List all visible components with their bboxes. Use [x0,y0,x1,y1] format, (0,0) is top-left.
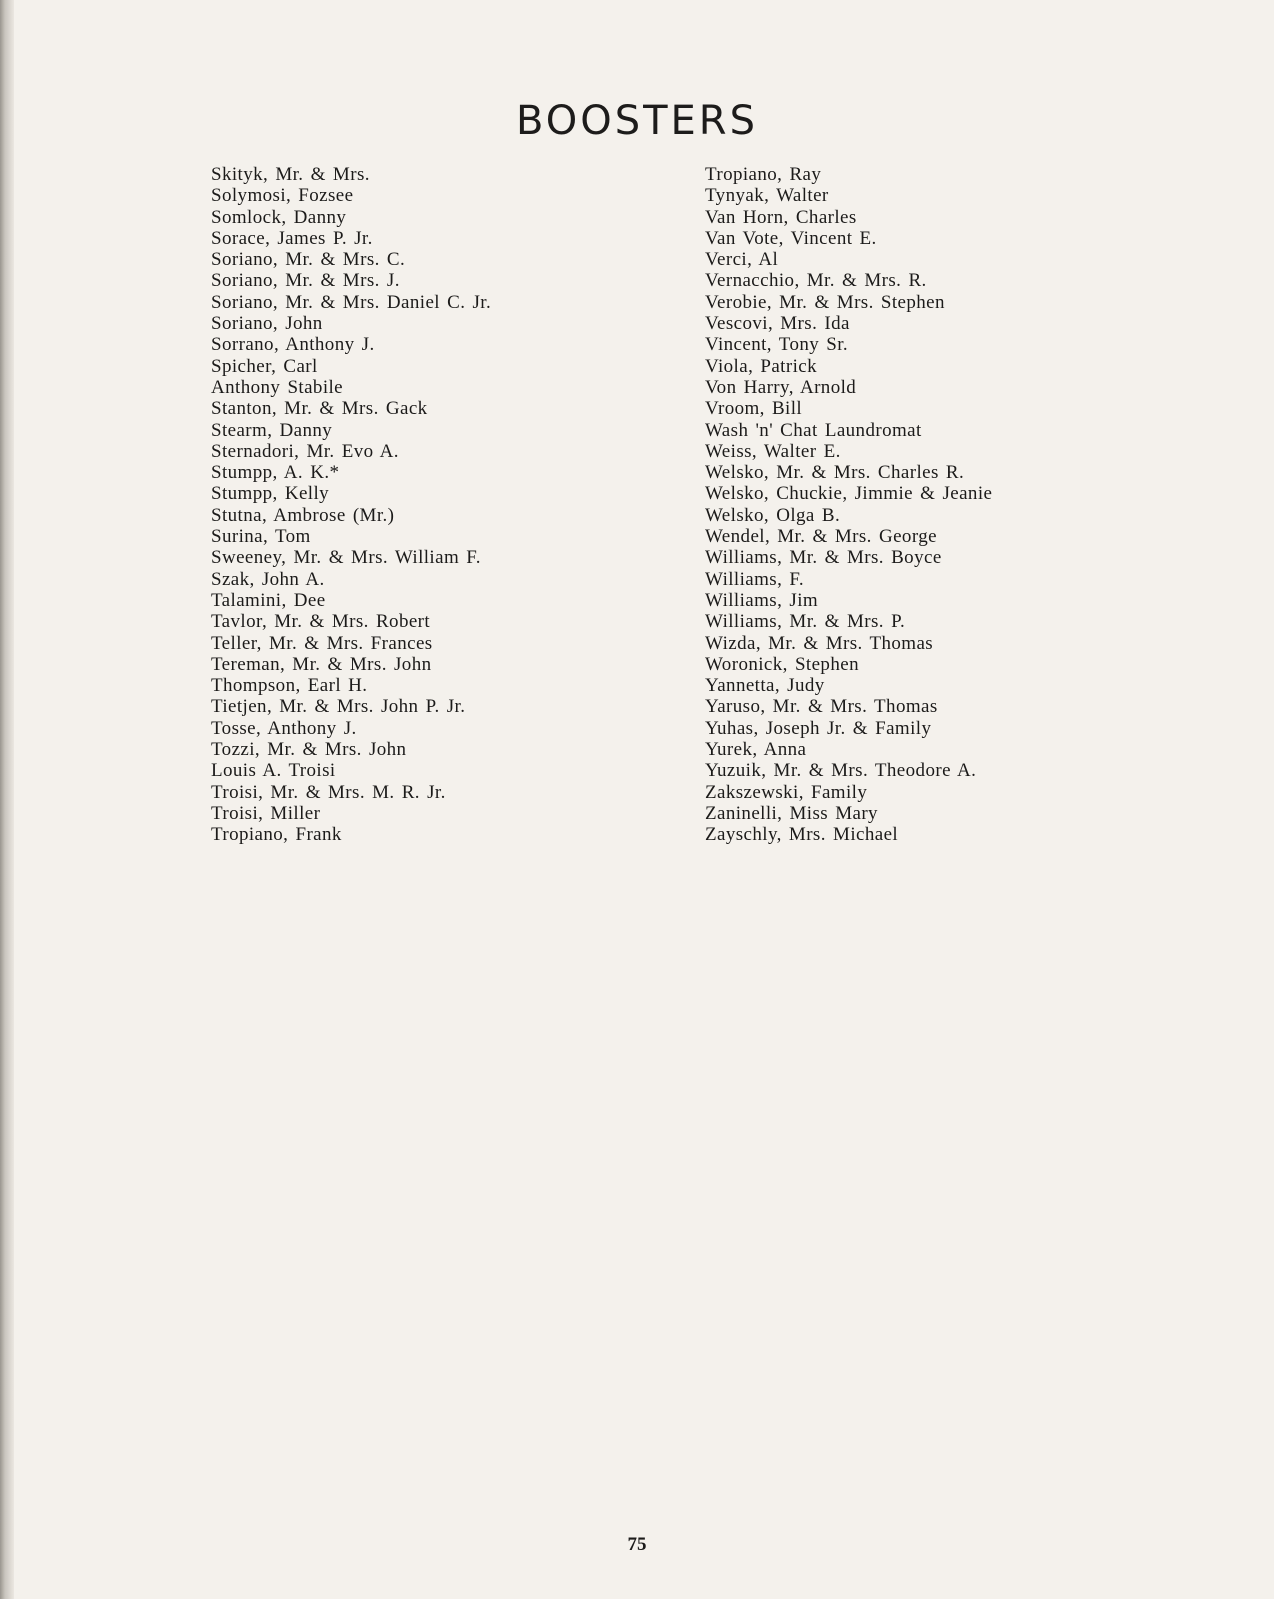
list-item: Skityk, Mr. & Mrs. [211,164,370,185]
list-item: Soriano, Mr. & Mrs. Daniel C. Jr. [211,291,492,313]
list-item: Zayschly, Mrs. Michael [705,824,899,846]
list-item: Verci, Al [705,249,779,271]
list-item: Weiss, Walter E. [705,440,841,462]
list-item: Von Harry, Arnold [705,376,857,398]
list-item: Vescovi, Mrs. Ida [705,313,850,335]
list-item: Van Vote, Vincent E. [705,227,877,249]
list-item: Vincent, Tony Sr. [705,334,849,356]
list-item: Van Horn, Charles [705,206,857,228]
list-item: Sternadori, Mr. Evo A. [211,440,399,462]
list-item: Louis A. Troisi [211,760,336,782]
list-item: Tereman, Mr. & Mrs. John [211,653,432,675]
list-item: Tynyak, Walter [705,185,829,207]
list-item: Welsko, Olga B. [705,504,841,526]
list-item: Welsko, Chuckie, Jimmie & Jeanie [705,483,993,505]
list-item: Williams, Jim [705,589,819,611]
list-item: Zaninelli, Miss Mary [705,802,878,824]
list-item: Viola, Patrick [705,355,817,377]
list-item: Troisi, Miller [211,802,321,824]
list-item: Wash 'n' Chat Laundromat [705,419,922,441]
list-item: Tavlor, Mr. & Mrs. Robert [211,611,431,633]
list-item: Vernacchio, Mr. & Mrs. R. [705,270,927,292]
list-item: Anthony Stabile [211,376,344,398]
list-item: Yuzuik, Mr. & Mrs. Theodore A. [705,760,977,782]
list-item: Welsko, Mr. & Mrs. Charles R. [705,462,965,484]
list-item: Williams, Mr. & Mrs. P. [705,611,906,633]
list-item: Spicher, Carl [211,355,318,377]
list-item: Soriano, John [211,313,323,335]
list-item: Stanton, Mr. & Mrs. Gack [211,398,428,420]
page-title: BOOSTERS [516,98,758,144]
list-item: Stumpp, Kelly [211,483,330,505]
list-item: Williams, F. [705,568,804,590]
list-item: Zakszewski, Family [705,781,868,803]
list-item: Sorrano, Anthony J. [211,334,375,356]
list-item: Wizda, Mr. & Mrs. Thomas [705,632,934,654]
list-item: Stutna, Ambrose (Mr.) [211,504,395,526]
list-item: Sorace, James P. Jr. [211,227,373,249]
list-item: Tozzi, Mr. & Mrs. John [211,739,407,761]
list-item: Woronick, Stephen [705,653,859,675]
list-item: Yannetta, Judy [705,675,825,697]
list-item: Stearm, Danny [211,419,333,441]
page-number: 75 [627,1534,647,1555]
list-item: Yaruso, Mr. & Mrs. Thomas [705,696,938,718]
list-item: Troisi, Mr. & Mrs. M. R. Jr. [211,781,446,803]
boosters-list-right [705,164,992,846]
page-binding-edge [0,0,14,1599]
list-item: Tropiano, Ray [705,164,822,185]
list-item: Wendel, Mr. & Mrs. George [705,526,937,548]
list-item: Szak, John A. [211,568,325,590]
list-item: Yurek, Anna [705,739,807,761]
list-item: Teller, Mr. & Mrs. Frances [211,632,433,654]
list-item: Stumpp, A. K.* [211,462,340,484]
list-item: Tropiano, Frank [211,824,342,846]
list-item: Solymosi, Fozsee [211,185,354,207]
list-item: Sweeney, Mr. & Mrs. William F. [211,547,481,569]
list-item: Talamini, Dee [211,589,326,611]
list-item: Thompson, Earl H. [211,675,368,697]
list-item: Vroom, Bill [705,398,803,420]
list-item: Verobie, Mr. & Mrs. Stephen [705,291,945,313]
list-item: Williams, Mr. & Mrs. Boyce [705,547,942,569]
boosters-list-left [211,164,491,846]
list-item: Yuhas, Joseph Jr. & Family [705,717,932,739]
list-item: Soriano, Mr. & Mrs. J. [211,270,400,292]
list-item: Soriano, Mr. & Mrs. C. [211,249,406,271]
list-item: Tietjen, Mr. & Mrs. John P. Jr. [211,696,466,718]
list-item: Somlock, Danny [211,206,347,228]
list-item: Tosse, Anthony J. [211,717,357,739]
list-item: Surina, Tom [211,526,311,548]
